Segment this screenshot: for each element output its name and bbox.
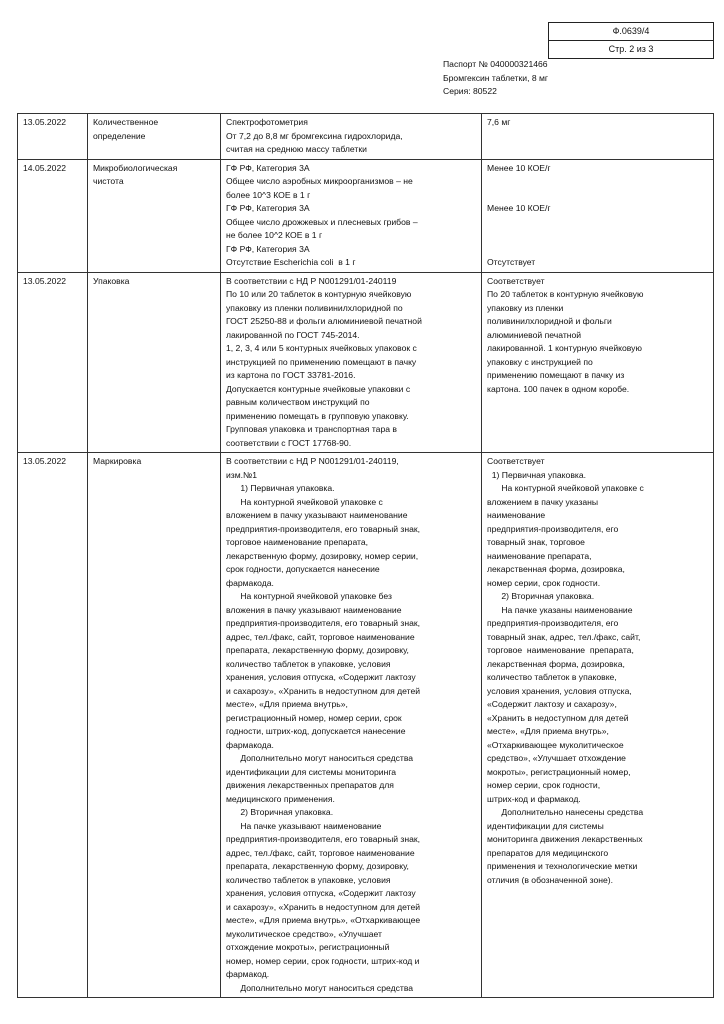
requirement-line: ГФ РФ, Категория 3А [226, 203, 310, 213]
indicator-line: Количественное [93, 117, 159, 127]
requirement-line: номер, номер серии, срок годности, штрих-код и [226, 955, 420, 966]
requirement-line: регистрационный номер, номер серии, срок [226, 712, 402, 723]
result-line: вложением в пачку указаны [487, 496, 599, 507]
requirement-line: Спектрофотометрия [226, 117, 308, 127]
result-line: условия хранения, условия отпуска, [487, 685, 632, 696]
result-line [487, 229, 709, 243]
result-line: алюминиевой печатной [487, 329, 582, 340]
result-line: номер серии, срок годности, [487, 780, 601, 790]
result-cell [482, 159, 714, 272]
requirement-line: хранения, условия отпуска, «Содержит лактозу [226, 672, 416, 682]
requirement-line: и сахарозу», «Хранить в недоступном для детей [226, 901, 421, 912]
result-line: «Хранить в недоступном для детей [487, 712, 629, 723]
result-line: наименование [487, 510, 546, 520]
result-line: лекарственная форма, дозировка, [487, 658, 625, 669]
date-cell: 13.05.2022 [18, 453, 88, 998]
indicator-line: чистота [93, 176, 124, 186]
series-number: Серия: 80522 [443, 86, 497, 96]
result-cell [482, 272, 714, 453]
result-line: 2) Вторичная упаковка. [487, 591, 595, 601]
result-line: Соответствует [487, 456, 545, 466]
result-line: 7,6 мг [487, 117, 511, 127]
requirement-cell [221, 453, 482, 998]
requirement-line: инструкцией по применению помещают в пачку [226, 356, 417, 367]
requirement-line: фармакода. [226, 577, 274, 588]
requirement-line: количество таблеток в упаковке, условия [226, 658, 391, 669]
form-code-box [548, 22, 714, 59]
requirement-cell [221, 159, 482, 272]
requirement-line: лакированной по ГОСТ 745-2014. [226, 329, 360, 340]
result-line: упаковку из пленки [487, 302, 564, 313]
result-line: По 20 таблеток в контурную ячейковую [487, 289, 644, 299]
requirement-line: На контурной ячейковой упаковке без [226, 591, 392, 601]
date-cell: 13.05.2022 [18, 114, 88, 160]
result-line: мокроты», регистрационный номер, [487, 766, 631, 777]
result-line: поливинилхлоридной и фольги [487, 316, 612, 326]
requirement-line: не более 10^2 КОЕ в 1 г [226, 230, 323, 240]
result-line: 1) Первичная упаковка. [487, 469, 586, 480]
result-line: На контурной ячейковой упаковке с [487, 483, 644, 493]
result-line: лекарственная форма, дозировка, [487, 564, 625, 574]
result-cell [482, 453, 714, 998]
result-line: Отсутствует [487, 257, 536, 267]
indicator-line: Микробиологическая [93, 162, 178, 173]
requirement-line: идентификации для системы мониторинга [226, 766, 397, 777]
requirement-line: Отсутствие Escherichia coli в 1 г [226, 257, 356, 267]
result-line: На пачке указаны наименование [487, 604, 633, 615]
requirement-line: медицинского применения. [226, 793, 335, 804]
requirement-line: изм.№1 [226, 469, 258, 480]
requirement-line: фармакод. [226, 969, 270, 979]
requirement-line: вложения в пачку указывают наименование [226, 604, 402, 615]
form-code: Ф.0639/4 [612, 26, 650, 36]
requirement-line: количество таблеток в упаковке, условия [226, 874, 391, 885]
result-line: идентификации для системы [487, 820, 604, 831]
requirement-line: 2) Вторичная упаковка. [226, 807, 334, 817]
result-line: отличия (в обозначенной зоне). [487, 874, 614, 885]
result-cell [482, 114, 714, 160]
result-line: Менее 10 КОЕ/г [487, 162, 551, 173]
result-line: Соответствует [487, 275, 545, 286]
result-line: «Отхаркивающее муколитическое [487, 739, 624, 750]
requirement-line: хранения, условия отпуска, «Содержит лактозу [226, 888, 416, 898]
page-number: Стр. 2 из 3 [549, 40, 713, 58]
requirement-line: ГФ РФ, Категория 3А [226, 243, 310, 254]
result-line: Дополнительно нанесены средства [487, 807, 644, 817]
indicator-cell [88, 272, 221, 453]
requirement-line: Общее число аэробных микроорганизмов – не [226, 176, 413, 186]
requirement-line: препарата, лекарственную форму, дозировку, [226, 645, 409, 655]
indicator-cell [88, 159, 221, 272]
requirement-line: 1) Первичная упаковка. [226, 483, 335, 493]
result-line: картона. 100 пачек в одном коробе. [487, 383, 630, 394]
requirement-line: Дополнительно могут наноситься средства [226, 982, 414, 993]
requirement-line: На контурной ячейковой упаковке с [226, 496, 383, 507]
result-line: товарный знак, торговое [487, 537, 585, 547]
result-line: предприятия-производителя, его [487, 618, 619, 628]
requirement-line: В соответствии с НД Р N001291/01-240119, [226, 456, 399, 466]
indicator-line: Упаковка [93, 275, 130, 286]
analysis-table [17, 113, 714, 998]
requirement-line: считая на среднюю массу таблетки [226, 144, 367, 154]
requirement-line: 1, 2, 3, 4 или 5 контурных ячейковых упаковок с [226, 343, 417, 353]
result-line [487, 243, 709, 257]
requirement-line: предприятия-производителя, его товарный знак, [226, 834, 421, 844]
requirement-line: применению помещать в групповую упаковку. [226, 410, 409, 421]
table-row-marking [18, 453, 714, 998]
result-line: наименование препарата, [487, 550, 592, 561]
date-cell: 14.05.2022 [18, 159, 88, 272]
indicator-line: определение [93, 130, 146, 141]
result-line: средство», «Улучшает отхождение [487, 753, 626, 763]
requirement-line: муколитическое средство», «Улучшает [226, 928, 382, 939]
indicator-cell [88, 114, 221, 160]
passport-number: Паспорт № 040000321466 [443, 59, 548, 69]
result-line: применения и технологические метки [487, 861, 638, 871]
requirement-line: По 10 или 20 таблеток в контурную ячейковую [226, 289, 412, 299]
requirement-line: Допускается контурные ячейковые упаковки с [226, 383, 411, 394]
requirement-line: адрес, тел./факс, сайт, торговое наименование [226, 631, 415, 642]
requirement-line: срок годности, допускается нанесение [226, 564, 380, 574]
indicator-line: Маркировка [93, 456, 142, 466]
requirement-line: отхождение мокроты», регистрационный [226, 942, 390, 952]
requirement-line: В соответствии с НД Р N001291/01-240119 [226, 275, 397, 286]
passport-header [443, 58, 548, 99]
requirement-line: ГОСТ 25250-88 и фольги алюминиевой печатной [226, 316, 422, 326]
requirement-line: ГФ РФ, Категория 3А [226, 162, 310, 173]
requirement-cell [221, 272, 482, 453]
requirement-line: Групповая упаковка и транспортная тара в [226, 424, 397, 434]
date-cell: 13.05.2022 [18, 272, 88, 453]
requirement-line: Общее число дрожжевых и плесневых грибов – [226, 216, 418, 227]
requirement-line: месте», «Для приема внутрь», «Отхаркивающее [226, 915, 421, 925]
result-line: предприятия-производителя, его [487, 523, 619, 534]
requirement-line: препарата, лекарственную форму, дозировку, [226, 861, 409, 871]
result-line: торговое наименование препарата, [487, 645, 634, 655]
table-row-packaging [18, 272, 714, 453]
result-line: препаратов для медицинского [487, 847, 609, 858]
result-line: Менее 10 КОЕ/г [487, 203, 551, 213]
result-line: штрих-код и фармакод. [487, 793, 581, 804]
requirement-line: годности, штрих-код, допускается нанесение [226, 726, 406, 736]
requirement-line: торговое наименование препарата, [226, 537, 369, 547]
requirement-line: адрес, тел./факс, сайт, торговое наименование [226, 847, 415, 858]
requirement-line: более 10^3 КОЕ в 1 г [226, 189, 311, 200]
requirement-line: предприятия-производителя, его товарный знак, [226, 618, 421, 628]
requirement-line: фармакода. [226, 739, 274, 750]
result-line: применению помещают в пачку из [487, 370, 625, 380]
requirement-line: предприятия-производителя, его товарный знак, [226, 523, 421, 534]
requirement-line: из картона по ГОСТ 33781-2016. [226, 370, 356, 380]
result-line [487, 216, 709, 230]
indicator-cell [88, 453, 221, 998]
result-line: упаковку с инструкцией по [487, 356, 593, 367]
requirement-line: движения лекарственных препаратов для [226, 780, 394, 790]
result-line: мониторинга движения лекарственных [487, 834, 643, 844]
result-line: «Содержит лактозу и сахарозу», [487, 699, 617, 709]
requirement-line: вложением в пачку указывают наименование [226, 510, 408, 520]
product-name: Бромгексин таблетки, 8 мг [443, 72, 549, 83]
result-line: товарный знак, адрес, тел./факс, сайт, [487, 631, 641, 642]
requirement-line: лекарственную форму, дозировку, номер серии, [226, 550, 419, 561]
requirement-line: и сахарозу», «Хранить в недоступном для детей [226, 685, 421, 696]
result-line: номер серии, срок годности. [487, 577, 601, 588]
requirement-line: месте», «Для приема внутрь», [226, 699, 348, 709]
result-line: месте», «Для приема внутрь», [487, 726, 609, 736]
requirement-cell [221, 114, 482, 160]
requirement-line: упаковку из пленки поливинилхлоридной по [226, 302, 403, 313]
requirement-line: Дополнительно могут наноситься средства [226, 753, 414, 763]
requirement-line: От 7,2 до 8,8 мг бромгексина гидрохлорида, [226, 130, 403, 141]
result-line [487, 175, 709, 189]
requirement-line: соответствии с ГОСТ 17768-90. [226, 437, 352, 448]
result-line: лакированной. 1 контурную ячейковую [487, 343, 642, 353]
result-line: количество таблеток в упаковке, [487, 672, 617, 682]
table-row-quantitative [18, 114, 714, 160]
requirement-line: На пачке указывают наименование [226, 820, 382, 831]
requirement-line: равным количеством инструкций по [226, 397, 370, 407]
table-row-microbiology [18, 159, 714, 272]
result-line [487, 189, 709, 203]
